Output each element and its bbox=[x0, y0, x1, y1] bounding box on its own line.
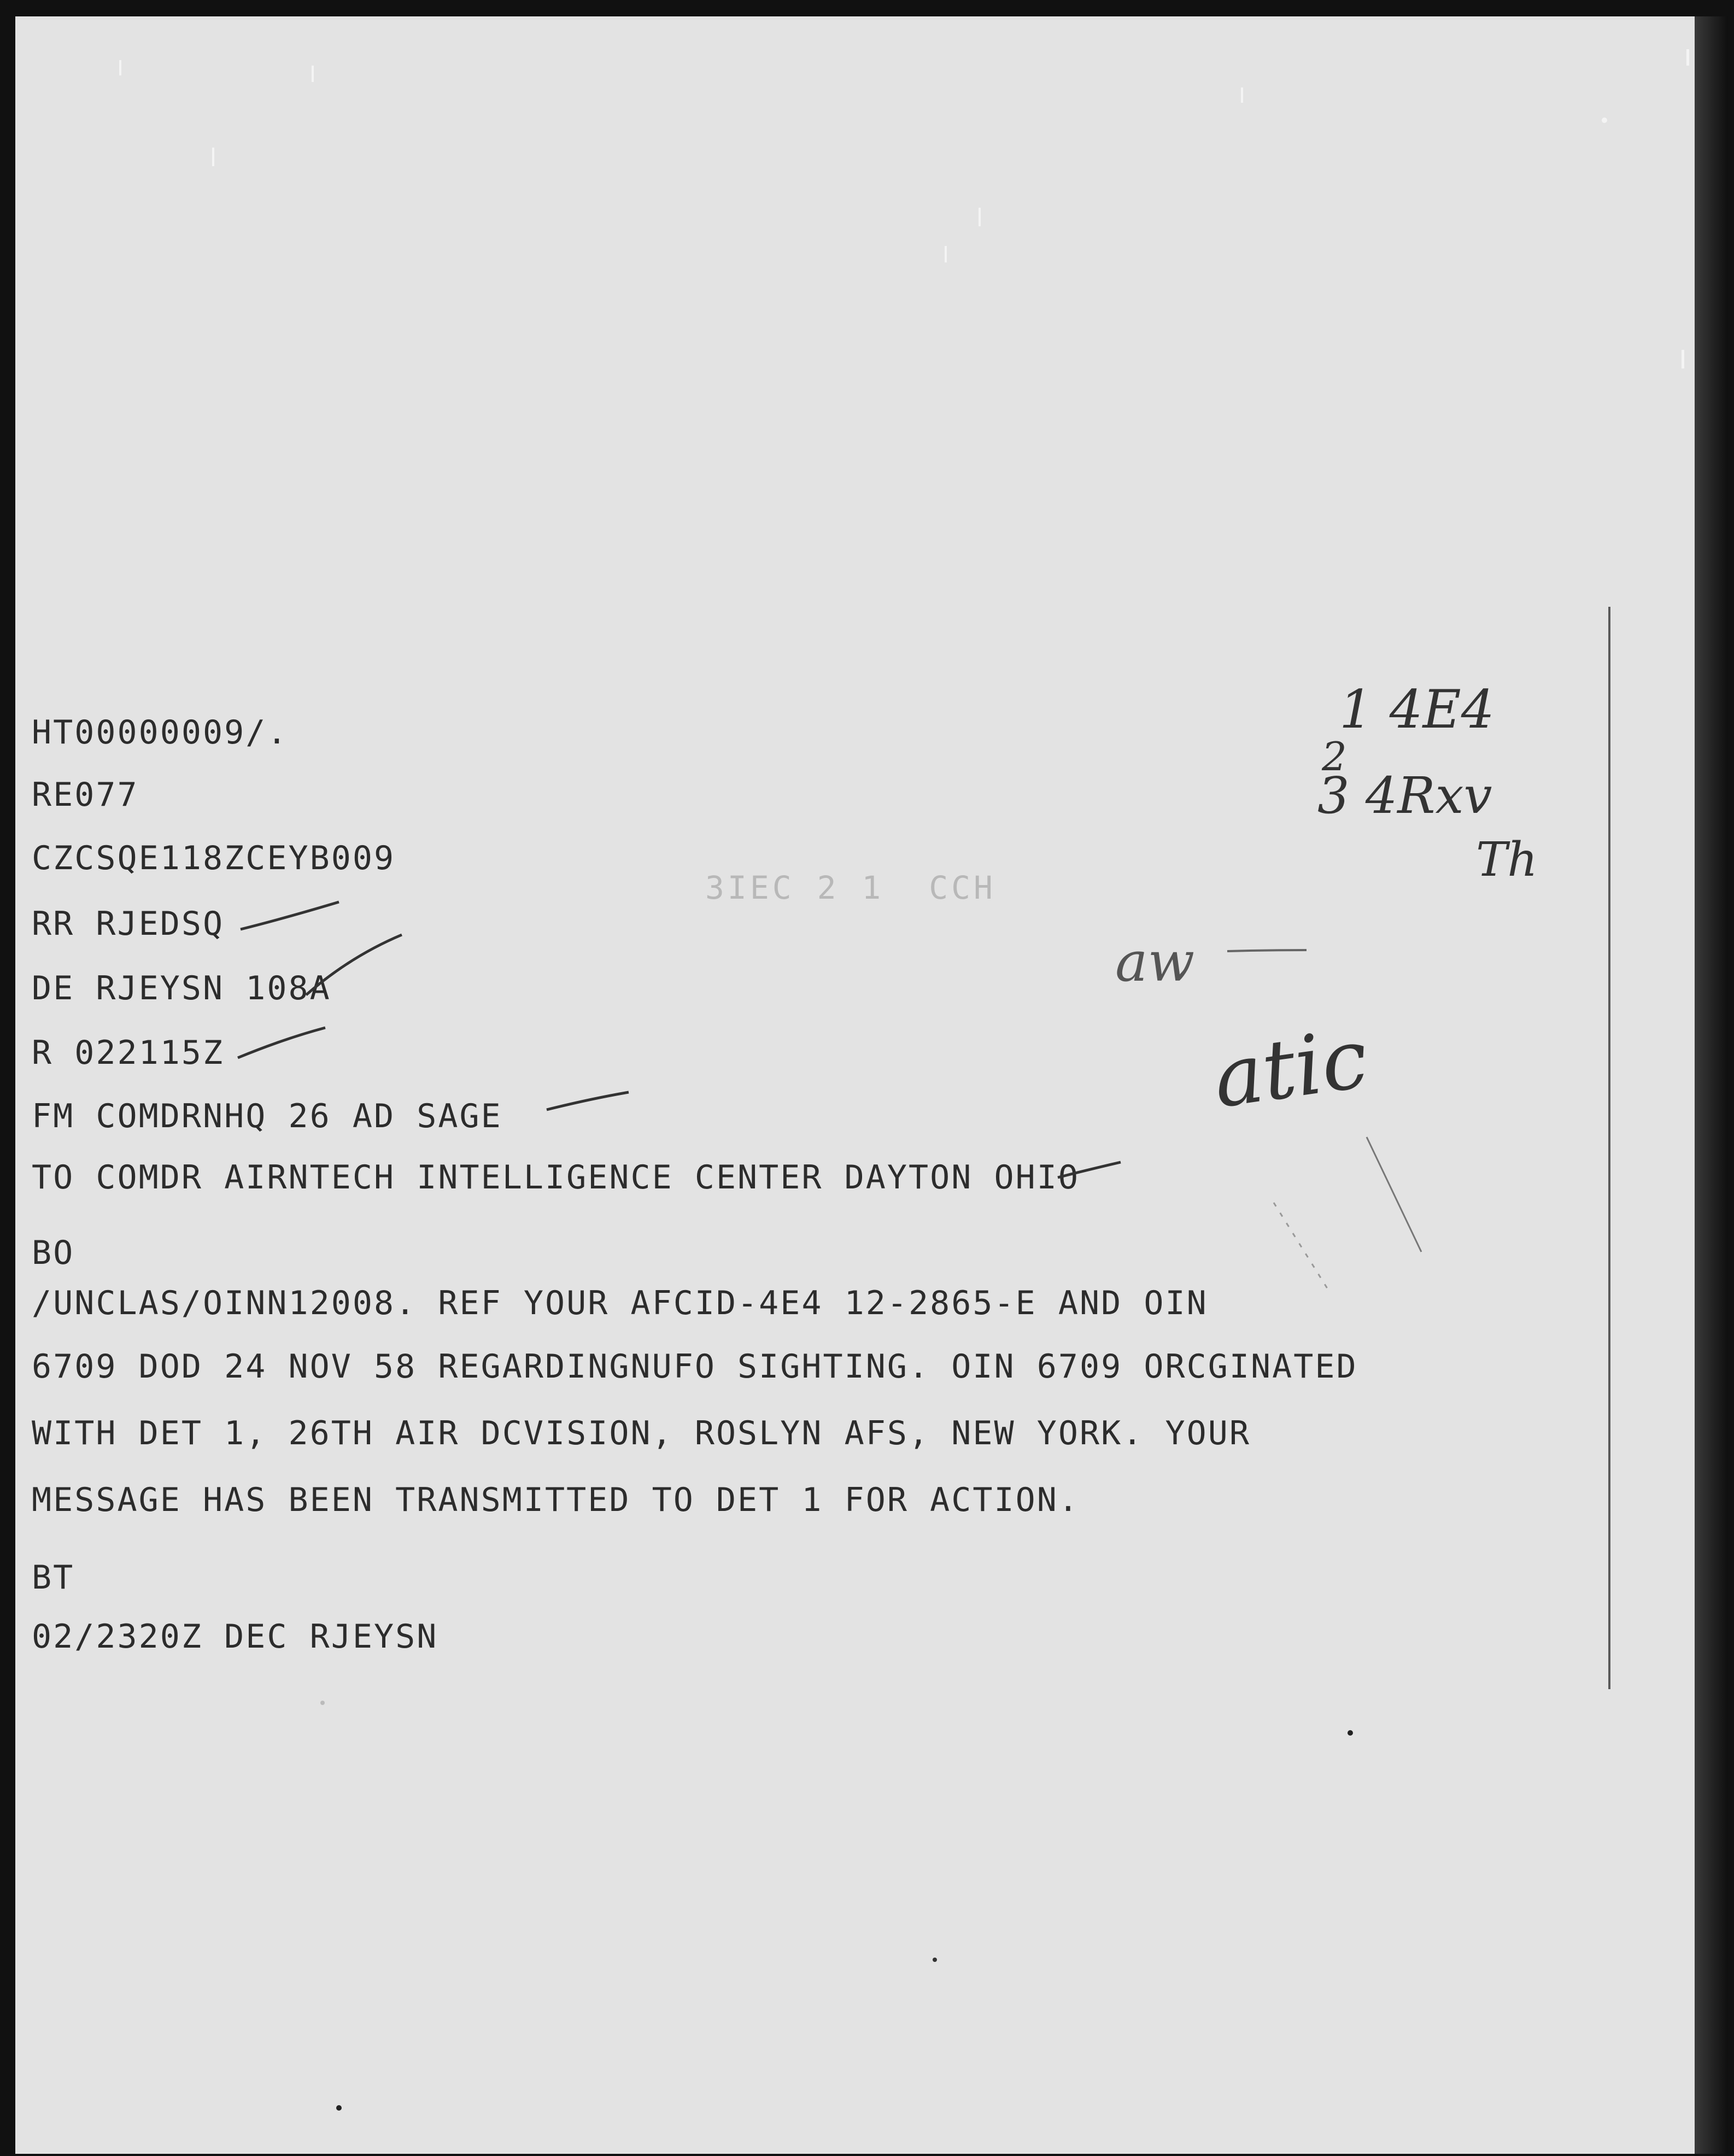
header-line-2: RE077 bbox=[32, 776, 139, 814]
bo-line: BO bbox=[32, 1234, 75, 1272]
ink-dot bbox=[320, 1701, 325, 1705]
ink-dot bbox=[933, 1958, 937, 1962]
handwritten-note-6: atic bbox=[1208, 1011, 1374, 1127]
body-line-2: 6709 DOD 24 NOV 58 REGARDINGNUFO SIGHTING. OIN 6709 ORCGINATED bbox=[32, 1348, 1358, 1386]
handwritten-note-2: 2 bbox=[1322, 734, 1347, 780]
pen-stroke bbox=[1367, 1137, 1421, 1252]
pen-stroke bbox=[1227, 950, 1307, 951]
ink-dot bbox=[336, 2105, 342, 2111]
body-line-1: /UNCLAS/OINN12008. REF YOUR AFCID-4E4 12-2865-E AND OIN bbox=[32, 1284, 1208, 1322]
origin-line: DE RJEYSN 108A bbox=[32, 969, 331, 1007]
datetime-line: R 022115Z bbox=[32, 1034, 225, 1072]
body-line-4: MESSAGE HAS BEEN TRANSMITTED TO DET 1 FOR ACTION. bbox=[32, 1481, 1080, 1519]
to-line: TO COMDR AIRNTECH INTELLIGENCE CENTER DAYTON OHIO bbox=[32, 1158, 1080, 1197]
handwritten-note-4: Th bbox=[1476, 833, 1538, 887]
bt-line: BT bbox=[32, 1559, 75, 1597]
handwritten-note-1: 1 4E4 bbox=[1339, 679, 1495, 740]
footer-line: 02/2320Z DEC RJEYSN bbox=[32, 1618, 438, 1656]
pen-stroke bbox=[1274, 1203, 1328, 1290]
check-mark bbox=[306, 935, 402, 995]
check-mark bbox=[238, 1028, 325, 1058]
header-line-3: CZCSQE118ZCEYB009 bbox=[32, 839, 396, 877]
check-mark bbox=[241, 902, 339, 929]
handwritten-note-3: 3 4Rxv bbox=[1317, 766, 1492, 825]
check-mark bbox=[547, 1092, 629, 1110]
body-line-3: WITH DET 1, 26TH AIR DCVISION, ROSLYN AFS, NEW YORK. YOUR bbox=[32, 1414, 1251, 1452]
check-mark bbox=[1058, 1162, 1121, 1177]
from-line: FM COMDRNHQ 26 AD SAGE bbox=[32, 1097, 502, 1135]
routing-line: RR RJEDSQ bbox=[32, 905, 225, 943]
header-line-1: HT00000009/. bbox=[32, 713, 289, 752]
faded-stamp: 3IEC 2 1 CCH bbox=[705, 869, 996, 906]
ink-dot bbox=[1348, 1730, 1353, 1736]
handwritten-note-5: aw bbox=[1115, 930, 1195, 994]
